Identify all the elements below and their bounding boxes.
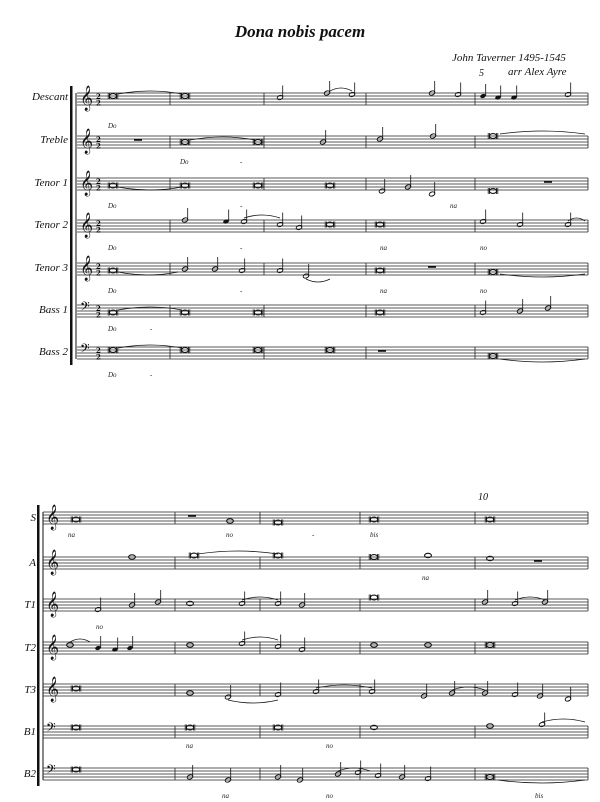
breve-note <box>108 183 118 189</box>
half-note <box>324 81 331 96</box>
half-note <box>320 130 327 145</box>
lyric-no: no <box>226 531 233 539</box>
bass-clef: 𝄢 <box>46 720 56 738</box>
half-note <box>182 208 189 223</box>
time-signature <box>96 262 101 278</box>
staff <box>77 347 588 359</box>
breve-note <box>108 310 118 316</box>
staff <box>43 557 588 569</box>
lyric-na: na <box>380 244 387 252</box>
rest <box>534 560 542 562</box>
lyric-na: na <box>222 792 229 800</box>
time-sig-top: 2 <box>96 219 101 228</box>
tie-slur <box>70 639 90 642</box>
tie-slur <box>542 719 585 722</box>
treble-clef: 𝄞 <box>46 635 60 660</box>
lyric-no: no <box>326 792 333 800</box>
bass-clef: 𝄢 <box>80 299 90 317</box>
treble-clef: 𝄞 <box>80 213 94 238</box>
lyric-no: no <box>96 623 103 631</box>
half-note <box>429 81 436 96</box>
voice-label-tenor-1: Tenor 1 <box>34 177 68 189</box>
half-note <box>449 681 456 696</box>
staff <box>77 263 588 275</box>
rest <box>428 266 436 268</box>
tie-slur <box>498 780 585 783</box>
half-note <box>537 684 544 699</box>
half-note <box>542 590 549 605</box>
time-sig-top: 2 <box>96 177 101 186</box>
tie-slur <box>316 685 372 688</box>
half-note <box>399 765 406 780</box>
half-note <box>539 713 546 728</box>
time-signature <box>96 177 101 193</box>
lyric-na: na <box>450 202 457 210</box>
quarter-note <box>95 636 102 651</box>
time-signature <box>96 346 101 362</box>
voice-label-tenor-2: Tenor 2 <box>34 219 68 231</box>
tie-slur <box>515 597 545 600</box>
half-note <box>480 210 487 225</box>
lyric-bis: bis <box>370 531 379 539</box>
staff <box>43 599 588 611</box>
system-1 <box>70 81 588 379</box>
breve-note <box>375 268 385 274</box>
breve-note <box>485 517 495 523</box>
tie-slur <box>244 215 280 218</box>
voice-label-t1: T1 <box>24 599 36 611</box>
half-note <box>182 257 189 272</box>
treble-clef: 𝄞 <box>80 86 94 111</box>
lyric-na: na <box>422 574 429 582</box>
breve-note <box>180 310 190 316</box>
breve-note <box>273 520 283 526</box>
breve-note <box>71 767 81 773</box>
half-note <box>455 83 462 98</box>
quarter-note <box>223 210 230 225</box>
tie-slur <box>190 137 255 140</box>
time-signature <box>96 219 101 235</box>
half-note <box>225 768 232 783</box>
tie-slur <box>500 359 585 362</box>
time-sig-top: 2 <box>96 135 101 144</box>
lyric-bis: bis <box>535 792 544 800</box>
lyric-no: no <box>480 287 487 295</box>
lyric-do: Do <box>108 371 117 379</box>
lyric-no: no <box>480 244 487 252</box>
breve-note <box>369 517 379 523</box>
lyric-do: Do <box>108 244 117 252</box>
lyric-na: na <box>68 531 75 539</box>
lyric-hyphen: - <box>240 244 243 252</box>
lyric-do: Do <box>108 287 117 295</box>
half-note <box>377 127 384 142</box>
lyric-hyphen: - <box>312 531 315 539</box>
breve-note <box>180 183 190 189</box>
tie-slur <box>198 551 278 554</box>
time-sig-bottom: 2 <box>96 352 101 362</box>
time-sig-bottom: 2 <box>96 141 101 151</box>
tie-slur <box>242 637 278 640</box>
staff <box>77 93 588 105</box>
measure-number-10: 10 <box>478 492 488 503</box>
breve-note <box>71 517 81 523</box>
lyric-hyphen: - <box>240 158 243 166</box>
breve-note <box>325 183 335 189</box>
staff <box>77 136 588 148</box>
time-sig-bottom: 2 <box>96 183 101 193</box>
time-sig-bottom: 2 <box>96 268 101 278</box>
quarter-note <box>480 84 487 99</box>
half-note <box>212 257 219 272</box>
half-note <box>565 687 572 702</box>
half-note <box>482 590 489 605</box>
half-note <box>275 765 282 780</box>
tie-slur <box>500 274 585 277</box>
treble-clef: 𝄞 <box>80 129 94 154</box>
tie-slur <box>118 345 182 348</box>
time-signature <box>96 92 101 108</box>
treble-clef: 𝄞 <box>46 592 60 617</box>
bass-clef: 𝄢 <box>46 762 56 780</box>
half-note <box>129 593 136 608</box>
voice-label-t3: T3 <box>24 684 36 696</box>
bass-clef: 𝄢 <box>80 341 90 359</box>
voice-label-s: S <box>30 512 36 524</box>
time-signature <box>96 304 101 320</box>
half-note <box>405 175 412 190</box>
breve-note <box>488 188 498 194</box>
system-2 <box>37 504 588 800</box>
breve-note <box>185 725 195 731</box>
breve-note <box>375 310 385 316</box>
page-title: Dona nobis pacem <box>234 22 366 41</box>
breve-note <box>108 268 118 274</box>
voice-label-bass-2: Bass 2 <box>38 346 68 358</box>
tie-slur <box>330 88 352 91</box>
arranger-credit: arr Alex Ayre <box>508 66 567 78</box>
breve-note <box>71 725 81 731</box>
half-note <box>187 765 194 780</box>
composer-credit: John Taverner 1495-1545 <box>452 52 566 64</box>
voice-label-treble: Treble <box>40 134 68 146</box>
breve-note <box>253 183 263 189</box>
rest <box>134 139 142 141</box>
staff <box>43 768 588 780</box>
breve-note <box>325 222 335 228</box>
tie-slur <box>228 700 278 703</box>
tie-slur <box>118 91 182 94</box>
rest <box>188 515 196 517</box>
time-sig-top: 2 <box>96 262 101 271</box>
rest <box>544 181 552 183</box>
lyric-na: na <box>186 742 193 750</box>
tie-slur <box>338 768 370 771</box>
half-note <box>430 124 437 139</box>
voice-label-t2: T2 <box>24 642 36 654</box>
treble-clef: 𝄞 <box>46 550 60 575</box>
lyric-do: Do <box>108 202 117 210</box>
voice-label-b1: B1 <box>23 726 36 738</box>
lyric-hyphen: - <box>150 371 153 379</box>
time-sig-top: 2 <box>96 304 101 313</box>
system-bracket <box>37 505 40 786</box>
breve-note <box>253 310 263 316</box>
time-sig-bottom: 2 <box>96 310 101 320</box>
time-sig-top: 2 <box>96 92 101 101</box>
tie-slur <box>118 272 178 275</box>
breve-note <box>273 725 283 731</box>
quarter-note <box>127 636 134 651</box>
treble-clef: 𝄞 <box>46 677 60 702</box>
half-note <box>482 681 489 696</box>
voice-label-bass-1: Bass 1 <box>38 304 68 316</box>
breve-note <box>189 553 199 559</box>
staff <box>43 512 588 524</box>
lyric-no: no <box>326 742 333 750</box>
half-note <box>297 768 304 783</box>
lyric-do: Do <box>180 158 189 166</box>
half-note <box>335 762 342 777</box>
lyric-na: na <box>380 287 387 295</box>
treble-clef: 𝄞 <box>46 505 60 530</box>
voice-label-descant: Descant <box>31 91 68 103</box>
half-note <box>545 296 552 311</box>
lyric-do: Do <box>108 122 117 130</box>
lyric-hyphen: - <box>240 287 243 295</box>
measure-number-5: 5 <box>479 68 484 79</box>
time-sig-bottom: 2 <box>96 98 101 108</box>
lyric-hyphen: - <box>150 325 153 333</box>
half-note <box>421 684 428 699</box>
rest <box>378 350 386 352</box>
treble-clef: 𝄞 <box>80 171 94 196</box>
tie-slur <box>306 279 330 282</box>
tie-slur <box>118 307 182 310</box>
tie-slur <box>118 187 182 190</box>
time-sig-bottom: 2 <box>96 225 101 235</box>
half-note <box>155 590 162 605</box>
voice-label-b2: B2 <box>23 768 36 780</box>
time-sig-top: 2 <box>96 346 101 355</box>
half-note <box>565 83 572 98</box>
tie-slur <box>500 131 585 134</box>
breve-note <box>71 686 81 692</box>
treble-clef: 𝄞 <box>80 256 94 281</box>
lyric-do: Do <box>108 325 117 333</box>
notehead <box>489 189 496 194</box>
time-signature <box>96 135 101 151</box>
system-bracket <box>70 86 73 365</box>
lyric-hyphen: - <box>240 202 243 210</box>
voice-label-tenor-3: Tenor 3 <box>34 262 68 274</box>
tie-slur <box>452 687 485 690</box>
half-note <box>299 593 306 608</box>
half-note <box>517 299 524 314</box>
voice-label-a: A <box>29 557 36 569</box>
breve-note <box>369 595 379 601</box>
breve-note <box>375 222 385 228</box>
staff <box>43 726 588 738</box>
staff <box>43 642 588 654</box>
breve-note <box>273 553 283 559</box>
